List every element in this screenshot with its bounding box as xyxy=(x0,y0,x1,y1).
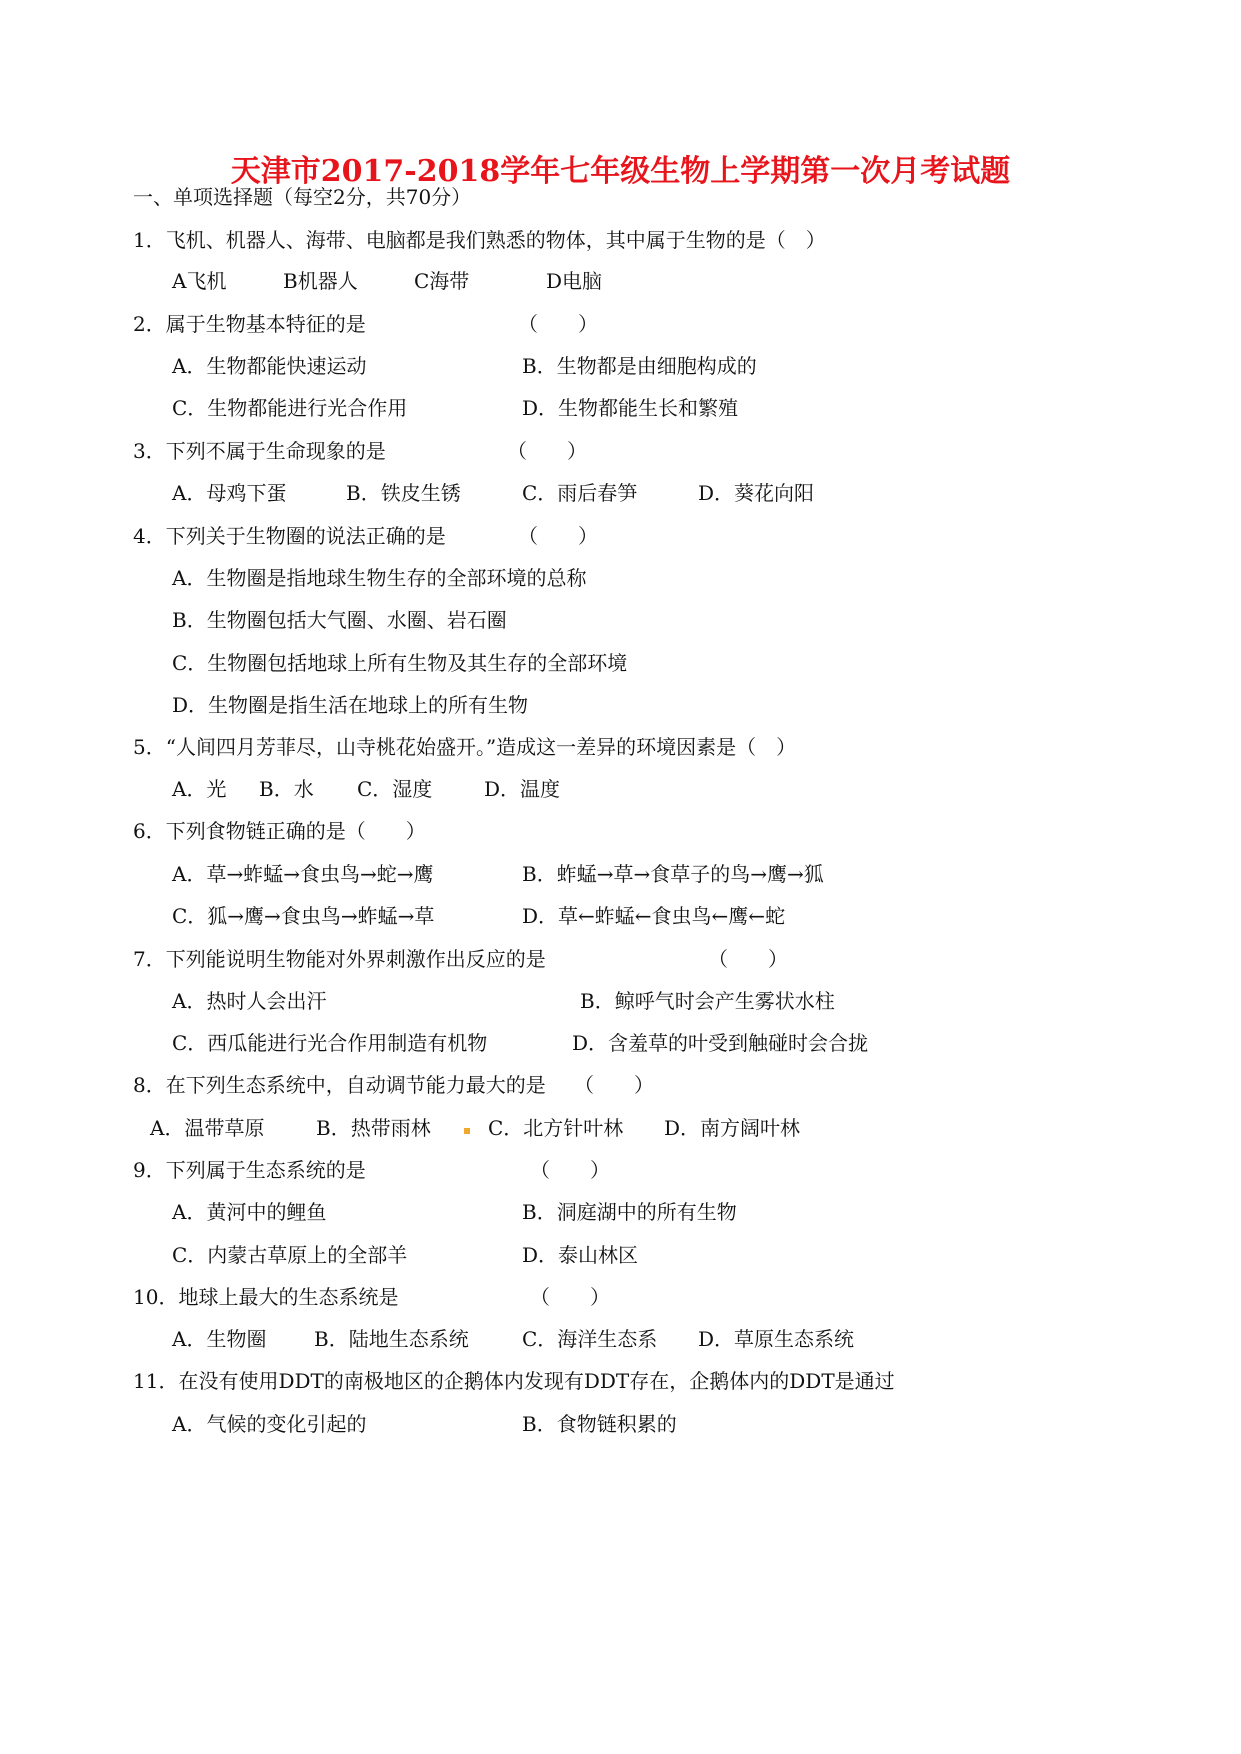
question-3-stem: 3．下列不属于生命现象的是 xyxy=(133,439,386,463)
question-9-option-b: B．洞庭湖中的所有生物 xyxy=(522,1200,737,1224)
question-5-option-b: B．水 xyxy=(259,777,314,801)
question-10-option-b: B．陆地生态系统 xyxy=(314,1327,469,1351)
section-heading: 一、单项选择题（每空2分，共70分） xyxy=(133,185,472,209)
question-6-stem: 6．下列食物链正确的是（ ） xyxy=(133,819,426,843)
question-8-option-a: A．温带草原 xyxy=(150,1116,265,1140)
question-5-stem: 5．“人间四月芳菲尽，山寺桃花始盛开。”造成这一差异的环境因素是（ ） xyxy=(133,735,797,759)
question-9-option-d: D．泰山林区 xyxy=(522,1243,639,1267)
question-8-option-d: D．南方阔叶林 xyxy=(664,1116,801,1140)
question-4-answer-paren: （ ） xyxy=(518,524,598,548)
question-7-stem: 7．下列能说明生物能对外界刺激作出反应的是 xyxy=(133,947,546,971)
question-5-option-a: A．光 xyxy=(172,777,227,801)
question-3-option-d: D．葵花向阳 xyxy=(698,481,815,505)
question-3-option-c: C．雨后春笋 xyxy=(522,481,638,505)
question-4-option-b: B．生物圈包括大气圈、水圈、岩石圈 xyxy=(172,608,507,632)
question-8-option-b: B．热带雨林 xyxy=(316,1116,431,1140)
question-4-option-c: C．生物圈包括地球上所有生物及其生存的全部环境 xyxy=(172,651,628,675)
question-1-option-b: B机器人 xyxy=(283,269,358,293)
question-3-answer-paren: （ ） xyxy=(507,439,587,463)
question-1-stem: 1．飞机、机器人、海带、电脑都是我们熟悉的物体，其中属于生物的是（ ） xyxy=(133,228,826,252)
question-10-answer-paren: （ ） xyxy=(530,1285,610,1309)
question-5-option-d: D．温度 xyxy=(484,777,561,801)
question-9-answer-paren: （ ） xyxy=(530,1158,610,1182)
question-10-stem: 10．地球上最大的生态系统是 xyxy=(133,1285,399,1309)
question-10-option-d: D．草原生态系统 xyxy=(698,1327,855,1351)
question-7-answer-paren: （ ） xyxy=(708,947,788,971)
question-10-option-c: C．海洋生态系 xyxy=(522,1327,658,1351)
question-11-option-b: B．食物链积累的 xyxy=(522,1412,677,1436)
question-6-option-d: D．草←蚱蜢←食虫鸟←鹰←蛇 xyxy=(522,904,786,928)
question-11-option-a: A．气候的变化引起的 xyxy=(172,1412,367,1436)
question-7-option-d: D．含羞草的叶受到触碰时会合拢 xyxy=(572,1031,869,1055)
question-9-option-c: C．内蒙古草原上的全部羊 xyxy=(172,1243,408,1267)
document-title: 天津市2017-2018学年七年级生物上学期第一次月考试题 xyxy=(230,154,1011,189)
question-2-stem: 2．属于生物基本特征的是 xyxy=(133,312,366,336)
question-9-option-a: A．黄河中的鲤鱼 xyxy=(172,1200,327,1224)
question-8-option-c: C．北方针叶林 xyxy=(488,1116,624,1140)
question-10-option-a: A．生物圈 xyxy=(172,1327,267,1351)
question-6-option-b: B．蚱蜢→草→食草子的鸟→鹰→狐 xyxy=(522,862,824,886)
question-8-stem: 8．在下列生态系统中，自动调节能力最大的是 xyxy=(133,1073,546,1097)
question-4-stem: 4．下列关于生物圈的说法正确的是 xyxy=(133,524,446,548)
question-2-option-a: A．生物都能快速运动 xyxy=(172,354,367,378)
question-6-option-c: C．狐→鹰→食虫鸟→蚱蜢→草 xyxy=(172,904,435,928)
question-4-option-a: A．生物圈是指地球生物生存的全部环境的总称 xyxy=(172,566,587,590)
question-1-option-c: C海带 xyxy=(414,269,470,293)
question-7-option-b: B．鲸呼气时会产生雾状水柱 xyxy=(580,989,835,1013)
question-1-option-a: A飞机 xyxy=(172,269,227,293)
question-3-option-a: A．母鸡下蛋 xyxy=(172,481,287,505)
question-3-option-b: B．铁皮生锈 xyxy=(346,481,461,505)
question-5-option-c: C．湿度 xyxy=(357,777,433,801)
question-1-option-d: D电脑 xyxy=(546,269,603,293)
question-4-option-d: D．生物圈是指生活在地球上的所有生物 xyxy=(172,693,529,717)
question-7-option-c: C．西瓜能进行光合作用制造有机物 xyxy=(172,1031,488,1055)
question-2-option-c: C．生物都能进行光合作用 xyxy=(172,396,408,420)
question-2-option-b: B．生物都是由细胞构成的 xyxy=(522,354,757,378)
stray-mark xyxy=(464,1128,470,1134)
question-2-answer-paren: （ ） xyxy=(518,312,598,336)
question-8-answer-paren: （ ） xyxy=(574,1073,654,1097)
question-9-stem: 9．下列属于生态系统的是 xyxy=(133,1158,366,1182)
question-6-option-a: A．草→蚱蜢→食虫鸟→蛇→鹰 xyxy=(172,862,434,886)
question-2-option-d: D．生物都能生长和繁殖 xyxy=(522,396,739,420)
question-7-option-a: A．热时人会出汗 xyxy=(172,989,327,1013)
question-11-stem: 11．在没有使用DDT的南极地区的企鹅体内发现有DDT存在，企鹅体内的DDT是通过 xyxy=(133,1369,895,1393)
